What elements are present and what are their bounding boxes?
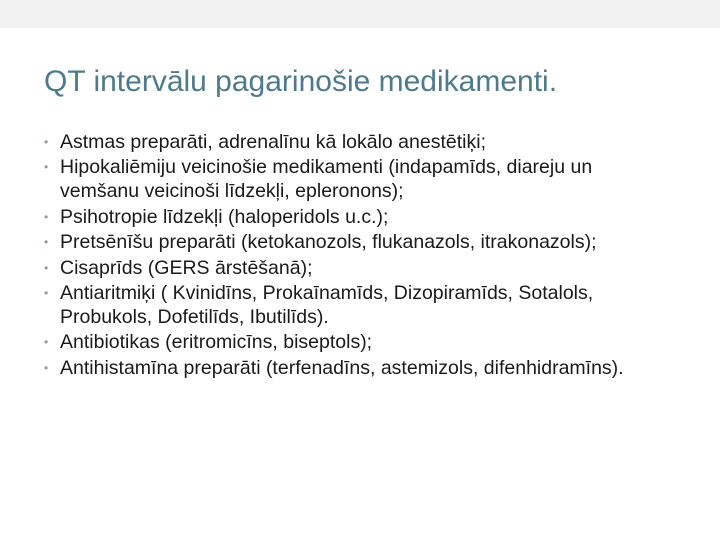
bullet-text: Pretsēnīšu preparāti (ketokanozols, flukanazols, itrakonazols); [60, 231, 597, 254]
bullet-icon: • [44, 285, 49, 300]
bullet-list [44, 130, 674, 381]
bullet-icon: • [44, 235, 49, 250]
bullet-icon: • [44, 160, 49, 175]
bullet-text: Astmas preparāti, adrenalīnu kā lokālo anestētiķi; [60, 131, 486, 153]
list-item [44, 205, 674, 229]
bullet-icon: • [44, 360, 49, 375]
bullet-text: Psihotropie līdzekļi (haloperidols u.c.); [60, 205, 389, 228]
list-item [44, 356, 674, 380]
list-item [44, 330, 674, 354]
bullet-icon: • [44, 335, 49, 350]
bullet-text: Antihistamīna preparāti (terfenadīns, astemizols, difenhidramīns). [60, 356, 624, 379]
list-item [44, 155, 674, 203]
slide-title: QT intervālu pagarinošie medikamenti. [44, 65, 558, 98]
bullet-text: Hipokaliēmiju veicinošie medikamenti (indapamīds, diareju un vemšanu veicinoši līdzekļi, epleronons); [60, 156, 593, 203]
list-item [44, 281, 674, 329]
list-item [44, 130, 674, 154]
slide-top-band [0, 0, 720, 28]
bullet-icon: • [44, 260, 49, 275]
bullet-text: Cisaprīds (GERS ārstēšanā); [60, 256, 313, 279]
bullet-text: Antibiotikas (eritromicīns, biseptols); [60, 331, 373, 354]
bullet-icon: • [44, 135, 49, 149]
list-item [44, 256, 674, 280]
list-item [44, 230, 674, 254]
bullet-text: Antiaritmiķi ( Kvinidīns, Prokaīnamīds, Dizopiramīds, Sotalols, Probukols, Dofetilīds, Ibutilīds). [60, 281, 594, 328]
bullet-icon: • [44, 209, 49, 224]
